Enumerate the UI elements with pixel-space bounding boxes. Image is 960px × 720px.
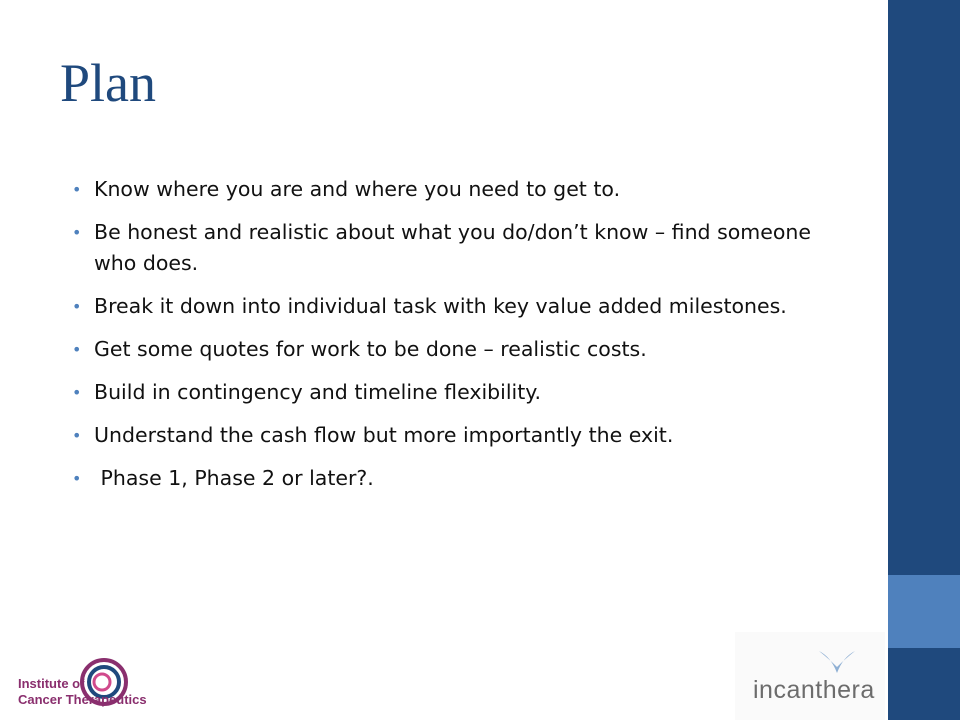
bullet-text: Get some quotes for work to be done – realistic costs.	[94, 337, 647, 361]
bullet-item	[72, 463, 812, 494]
bullet-text: Know where you are and where you need to get to.	[94, 177, 621, 201]
ict-logo	[14, 648, 184, 714]
bullet-icon: •	[72, 180, 82, 199]
bullet-item	[72, 174, 812, 205]
ict-logo-line2: Cancer Therapeutics	[18, 692, 147, 707]
sidebar-accent-bottom	[888, 648, 960, 720]
bullet-text: Be honest and realistic about what you do/don’t know – find someone who does.	[94, 220, 812, 275]
bullet-icon: •	[72, 469, 82, 488]
bullet-text: Phase 1, Phase 2 or later?.	[94, 466, 374, 490]
bullet-item	[72, 217, 812, 279]
bullet-icon: •	[72, 383, 82, 402]
incanthera-logo-text: incanthera	[753, 676, 875, 704]
bullet-icon: •	[72, 297, 82, 316]
bullet-item	[72, 291, 812, 322]
incanthera-logo	[735, 632, 885, 720]
sidebar-accent-light	[888, 575, 960, 648]
incanthera-wing-icon	[817, 647, 857, 677]
bullet-text: Build in contingency and timeline flexibility.	[94, 380, 542, 404]
bullet-item	[72, 377, 812, 408]
bullet-icon: •	[72, 223, 82, 242]
sidebar-accent-dark	[888, 0, 960, 575]
bullet-text: Break it down into individual task with key value added milestones.	[94, 294, 787, 318]
bullet-item	[72, 334, 812, 365]
bullet-text: Understand the cash flow but more importantly the exit.	[94, 423, 674, 447]
bullet-icon: •	[72, 426, 82, 445]
slide-title: Plan	[60, 53, 157, 113]
ict-logo-line1: Institute of	[18, 676, 85, 691]
bullet-icon: •	[72, 340, 82, 359]
bullet-list	[72, 174, 812, 506]
bullet-item	[72, 420, 812, 451]
